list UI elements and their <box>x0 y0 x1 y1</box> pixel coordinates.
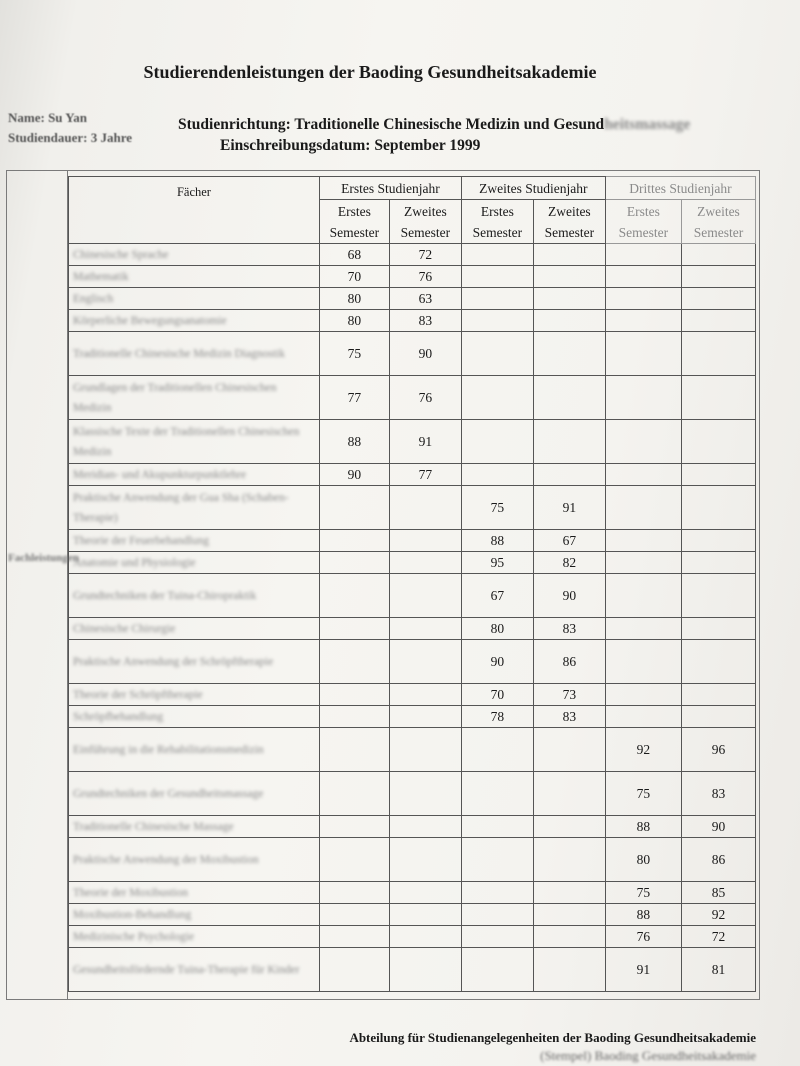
grade-cell <box>533 376 605 420</box>
year-1-header: Erstes Studienjahr <box>319 177 461 200</box>
semester-label: Erstes <box>480 203 514 219</box>
grade-cell <box>533 882 605 904</box>
table-row <box>69 552 756 574</box>
subject-cell <box>69 552 320 574</box>
grade-cell <box>319 618 389 640</box>
subject-cell <box>69 574 320 618</box>
grade-cell <box>605 684 681 706</box>
table-row <box>69 838 756 882</box>
grade-cell <box>605 244 681 266</box>
table-row <box>69 772 756 816</box>
grade-cell <box>389 882 461 904</box>
table-row <box>69 904 756 926</box>
semester-label: Semester <box>472 224 523 240</box>
subject-cell <box>69 618 320 640</box>
subject-cell <box>69 838 320 882</box>
semester-label: Erstes <box>626 203 660 219</box>
program-meta <box>178 116 690 155</box>
semester-header <box>681 200 755 244</box>
subject-name: Traditionelle Chinesische Massage <box>73 820 234 833</box>
category-label: Fachleistungen <box>8 552 79 564</box>
subject-cell <box>69 310 320 332</box>
table-row <box>69 728 756 772</box>
table-row <box>69 618 756 640</box>
grade-cell <box>461 816 533 838</box>
grade-cell <box>461 772 533 816</box>
grade-cell: 75 <box>605 882 681 904</box>
grade-cell <box>533 728 605 772</box>
subject-name: Schröpfbehandlung <box>73 710 164 723</box>
grade-cell: 75 <box>605 772 681 816</box>
semester-header <box>533 200 605 244</box>
grade-cell <box>319 706 389 728</box>
major-line <box>178 116 690 134</box>
grade-cell <box>319 772 389 816</box>
student-name: Name: Su Yan <box>8 110 87 125</box>
grade-cell: 86 <box>681 838 755 882</box>
subject-cell <box>69 728 320 772</box>
grade-cell: 75 <box>319 332 389 376</box>
subject-cell <box>69 486 320 530</box>
table-row <box>69 310 756 332</box>
grade-cell <box>461 420 533 464</box>
grade-cell <box>681 574 755 618</box>
subject-cell <box>69 772 320 816</box>
semester-label: Semester <box>618 224 669 240</box>
grade-cell <box>681 706 755 728</box>
grade-cell <box>319 838 389 882</box>
grade-cell: 73 <box>533 684 605 706</box>
grade-cell <box>681 420 755 464</box>
subject-name: Mathematik <box>73 270 129 283</box>
grade-cell <box>461 464 533 486</box>
grade-cell <box>605 706 681 728</box>
grade-cell <box>533 838 605 882</box>
subject-cell <box>69 684 320 706</box>
grade-cell: 80 <box>461 618 533 640</box>
grade-cell <box>533 464 605 486</box>
grade-cell <box>461 838 533 882</box>
subject-cell <box>69 904 320 926</box>
grade-cell: 88 <box>605 816 681 838</box>
grade-cell <box>681 618 755 640</box>
grade-cell <box>681 640 755 684</box>
subject-name: Klassische Texte der Traditionellen Chinesischen Medizin <box>73 425 300 458</box>
subject-cell <box>69 926 320 948</box>
grade-cell <box>681 266 755 288</box>
subject-name: Traditionelle Chinesische Medizin Diagnostik <box>73 347 285 360</box>
grade-cell <box>605 640 681 684</box>
grade-cell <box>605 530 681 552</box>
grade-cell <box>461 882 533 904</box>
grades-table <box>68 176 756 992</box>
grade-cell <box>389 926 461 948</box>
semester-label: Semester <box>400 224 451 240</box>
table-row <box>69 684 756 706</box>
grade-cell <box>319 816 389 838</box>
grade-cell: 83 <box>681 772 755 816</box>
subject-name: Praktische Anwendung der Schröpftherapie <box>73 655 274 668</box>
subject-name: Anatomie und Physiologie <box>73 556 196 569</box>
grade-cell <box>533 772 605 816</box>
grade-cell: 83 <box>389 310 461 332</box>
subject-cell <box>69 244 320 266</box>
grade-cell <box>681 332 755 376</box>
grade-cell <box>389 948 461 992</box>
subject-name: Chinesische Sprache <box>73 248 169 261</box>
grade-cell <box>605 310 681 332</box>
grade-cell: 91 <box>389 420 461 464</box>
grade-cell: 83 <box>533 618 605 640</box>
grade-cell: 72 <box>681 926 755 948</box>
grade-cell: 77 <box>319 376 389 420</box>
grade-cell <box>319 640 389 684</box>
subject-cell <box>69 640 320 684</box>
grade-cell: 88 <box>461 530 533 552</box>
grade-cell <box>681 552 755 574</box>
stamp-text: (Stempel) Baoding Gesundheitsakademie <box>540 1048 756 1063</box>
subject-cell <box>69 420 320 464</box>
grade-cell <box>533 332 605 376</box>
grade-cell: 90 <box>681 816 755 838</box>
grade-cell: 76 <box>605 926 681 948</box>
grade-cell: 80 <box>319 288 389 310</box>
subjects-header: Fächer <box>69 177 320 244</box>
subject-cell <box>69 948 320 992</box>
subject-cell <box>69 288 320 310</box>
grade-cell: 86 <box>533 640 605 684</box>
subject-name: Praktische Anwendung der Moxibustion <box>73 853 259 866</box>
semester-label: Zweites <box>547 203 591 219</box>
grade-cell <box>605 574 681 618</box>
semester-label: Zweites <box>403 203 447 219</box>
grade-cell: 91 <box>533 486 605 530</box>
grade-cell <box>533 948 605 992</box>
subject-cell <box>69 332 320 376</box>
grade-cell <box>605 552 681 574</box>
grade-cell <box>461 948 533 992</box>
grade-cell <box>605 618 681 640</box>
grade-cell: 70 <box>319 266 389 288</box>
grades-body <box>69 244 756 992</box>
table-row <box>69 464 756 486</box>
subject-cell <box>69 706 320 728</box>
grade-cell <box>461 332 533 376</box>
table-row <box>69 574 756 618</box>
table-row <box>69 706 756 728</box>
semester-label: Semester <box>329 224 380 240</box>
grade-cell <box>533 816 605 838</box>
grade-cell <box>319 552 389 574</box>
grade-cell <box>319 948 389 992</box>
grade-cell <box>319 904 389 926</box>
subject-cell <box>69 882 320 904</box>
subject-name: Grundlagen der Traditionellen Chinesischen Medizin <box>73 381 277 414</box>
table-row <box>69 486 756 530</box>
grade-cell <box>533 244 605 266</box>
table-row <box>69 376 756 420</box>
grade-cell: 90 <box>533 574 605 618</box>
department-signature: Abteilung für Studienangelegenheiten der Baoding Gesundheitsakademie <box>349 1030 756 1045</box>
grade-cell <box>533 266 605 288</box>
grade-cell: 92 <box>605 728 681 772</box>
table-row <box>69 266 756 288</box>
grade-cell <box>605 332 681 376</box>
subject-cell <box>69 530 320 552</box>
grade-cell <box>533 926 605 948</box>
grade-cell <box>389 552 461 574</box>
grade-cell <box>461 288 533 310</box>
grade-cell <box>461 926 533 948</box>
grade-cell <box>389 816 461 838</box>
grade-cell: 77 <box>389 464 461 486</box>
grade-cell: 92 <box>681 904 755 926</box>
grade-cell <box>389 838 461 882</box>
grade-cell: 75 <box>461 486 533 530</box>
grades-header <box>69 177 756 244</box>
semester-header <box>605 200 681 244</box>
subject-name: Medizinische Psychologie <box>73 930 195 943</box>
grade-cell: 90 <box>319 464 389 486</box>
grade-cell: 81 <box>681 948 755 992</box>
table-row <box>69 948 756 992</box>
table-row <box>69 926 756 948</box>
grade-cell <box>533 310 605 332</box>
subject-name: Englisch <box>73 292 114 305</box>
grade-cell <box>681 376 755 420</box>
grade-cell <box>605 420 681 464</box>
grade-cell <box>681 530 755 552</box>
grade-cell: 85 <box>681 882 755 904</box>
grade-cell <box>389 772 461 816</box>
grade-cell: 80 <box>605 838 681 882</box>
subject-name: Gesundheitsfördernde Tuina-Therapie für Kinder <box>73 963 300 976</box>
grade-cell <box>605 464 681 486</box>
document-title: Studierendenleistungen der Baoding Gesundheitsakademie <box>143 62 597 82</box>
year-3-header: Drittes Studienjahr <box>605 177 755 200</box>
grade-cell <box>389 486 461 530</box>
subject-name: Theorie der Moxibustion <box>73 886 188 899</box>
grade-cell <box>605 486 681 530</box>
grade-cell <box>389 640 461 684</box>
grade-cell <box>389 530 461 552</box>
grade-cell: 96 <box>681 728 755 772</box>
grade-cell <box>605 376 681 420</box>
subject-name: Grundtechniken der Tuina-Chiropraktik <box>73 589 257 602</box>
grade-cell <box>319 486 389 530</box>
grade-cell: 90 <box>461 640 533 684</box>
table-row <box>69 816 756 838</box>
grade-cell <box>681 464 755 486</box>
grade-cell: 76 <box>389 376 461 420</box>
grade-cell <box>389 574 461 618</box>
grade-cell <box>681 486 755 530</box>
semester-label: Semester <box>693 224 744 240</box>
grade-cell: 63 <box>389 288 461 310</box>
table-row <box>69 882 756 904</box>
grade-cell: 83 <box>533 706 605 728</box>
study-duration: Studiendauer: 3 Jahre <box>8 130 132 145</box>
grade-cell: 72 <box>389 244 461 266</box>
grade-cell: 70 <box>461 684 533 706</box>
grade-cell: 91 <box>605 948 681 992</box>
subject-name: Theorie der Feuerbehandlung <box>73 534 210 547</box>
subject-name: Körperliche Bewegungsanatomie <box>73 314 227 327</box>
subject-name: Praktische Anwendung der Gua Sha (Schaben-Therapie) <box>73 491 289 524</box>
grade-cell <box>681 288 755 310</box>
grade-cell <box>681 310 755 332</box>
grade-cell <box>461 310 533 332</box>
table-row <box>69 640 756 684</box>
grade-cell <box>319 574 389 618</box>
grade-cell <box>461 266 533 288</box>
grade-cell: 76 <box>389 266 461 288</box>
grade-cell: 90 <box>389 332 461 376</box>
grade-cell <box>389 706 461 728</box>
grade-cell <box>681 684 755 706</box>
grade-cell <box>319 530 389 552</box>
grade-cell <box>533 288 605 310</box>
grade-cell: 68 <box>319 244 389 266</box>
semester-label: Zweites <box>697 203 740 219</box>
grade-cell: 80 <box>319 310 389 332</box>
grade-cell <box>461 376 533 420</box>
table-row <box>69 332 756 376</box>
grade-cell: 78 <box>461 706 533 728</box>
grade-cell <box>389 904 461 926</box>
grade-cell <box>319 684 389 706</box>
grade-cell <box>533 904 605 926</box>
subject-cell <box>69 464 320 486</box>
subject-name: Theorie der Schröpftherapie <box>73 688 203 701</box>
semester-header <box>461 200 533 244</box>
grade-cell: 67 <box>533 530 605 552</box>
grade-cell <box>605 266 681 288</box>
enrollment-date: Einschreibungsdatum: September 1999 <box>220 137 481 154</box>
year-2-header: Zweites Studienjahr <box>461 177 605 200</box>
semester-label: Semester <box>544 224 595 240</box>
semester-label: Erstes <box>337 203 371 219</box>
table-row <box>69 288 756 310</box>
grade-cell: 82 <box>533 552 605 574</box>
table-row <box>69 530 756 552</box>
subject-name: Grundtechniken der Gesundheitsmassage <box>73 787 264 800</box>
grade-cell <box>605 288 681 310</box>
student-meta <box>8 110 132 150</box>
subject-name: Einführung in die Rehabilitationsmedizin <box>73 743 264 756</box>
semester-header <box>389 200 461 244</box>
grade-cell: 88 <box>605 904 681 926</box>
subject-cell <box>69 816 320 838</box>
subject-cell <box>69 266 320 288</box>
grade-cell <box>319 926 389 948</box>
grade-cell <box>681 244 755 266</box>
grade-cell: 67 <box>461 574 533 618</box>
major-text-blurred: heitsmassage <box>604 116 691 133</box>
major-text: Studienrichtung: Traditionelle Chinesische Medizin und Gesund <box>178 116 605 133</box>
grade-cell <box>533 420 605 464</box>
table-row <box>69 244 756 266</box>
grade-cell: 95 <box>461 552 533 574</box>
grade-cell <box>389 618 461 640</box>
semester-header <box>319 200 389 244</box>
subject-name: Moxibustion-Behandlung <box>73 908 192 921</box>
grade-cell <box>319 728 389 772</box>
grade-cell <box>389 684 461 706</box>
grade-cell <box>461 244 533 266</box>
subject-name: Chinesische Chirurgie <box>73 622 176 635</box>
grade-cell: 88 <box>319 420 389 464</box>
grade-cell <box>461 904 533 926</box>
subject-cell <box>69 376 320 420</box>
grade-cell <box>319 882 389 904</box>
subject-name: Meridian- und Akupunkturpunktlehre <box>73 468 247 481</box>
grade-cell <box>461 728 533 772</box>
table-row <box>69 420 756 464</box>
grade-cell <box>389 728 461 772</box>
